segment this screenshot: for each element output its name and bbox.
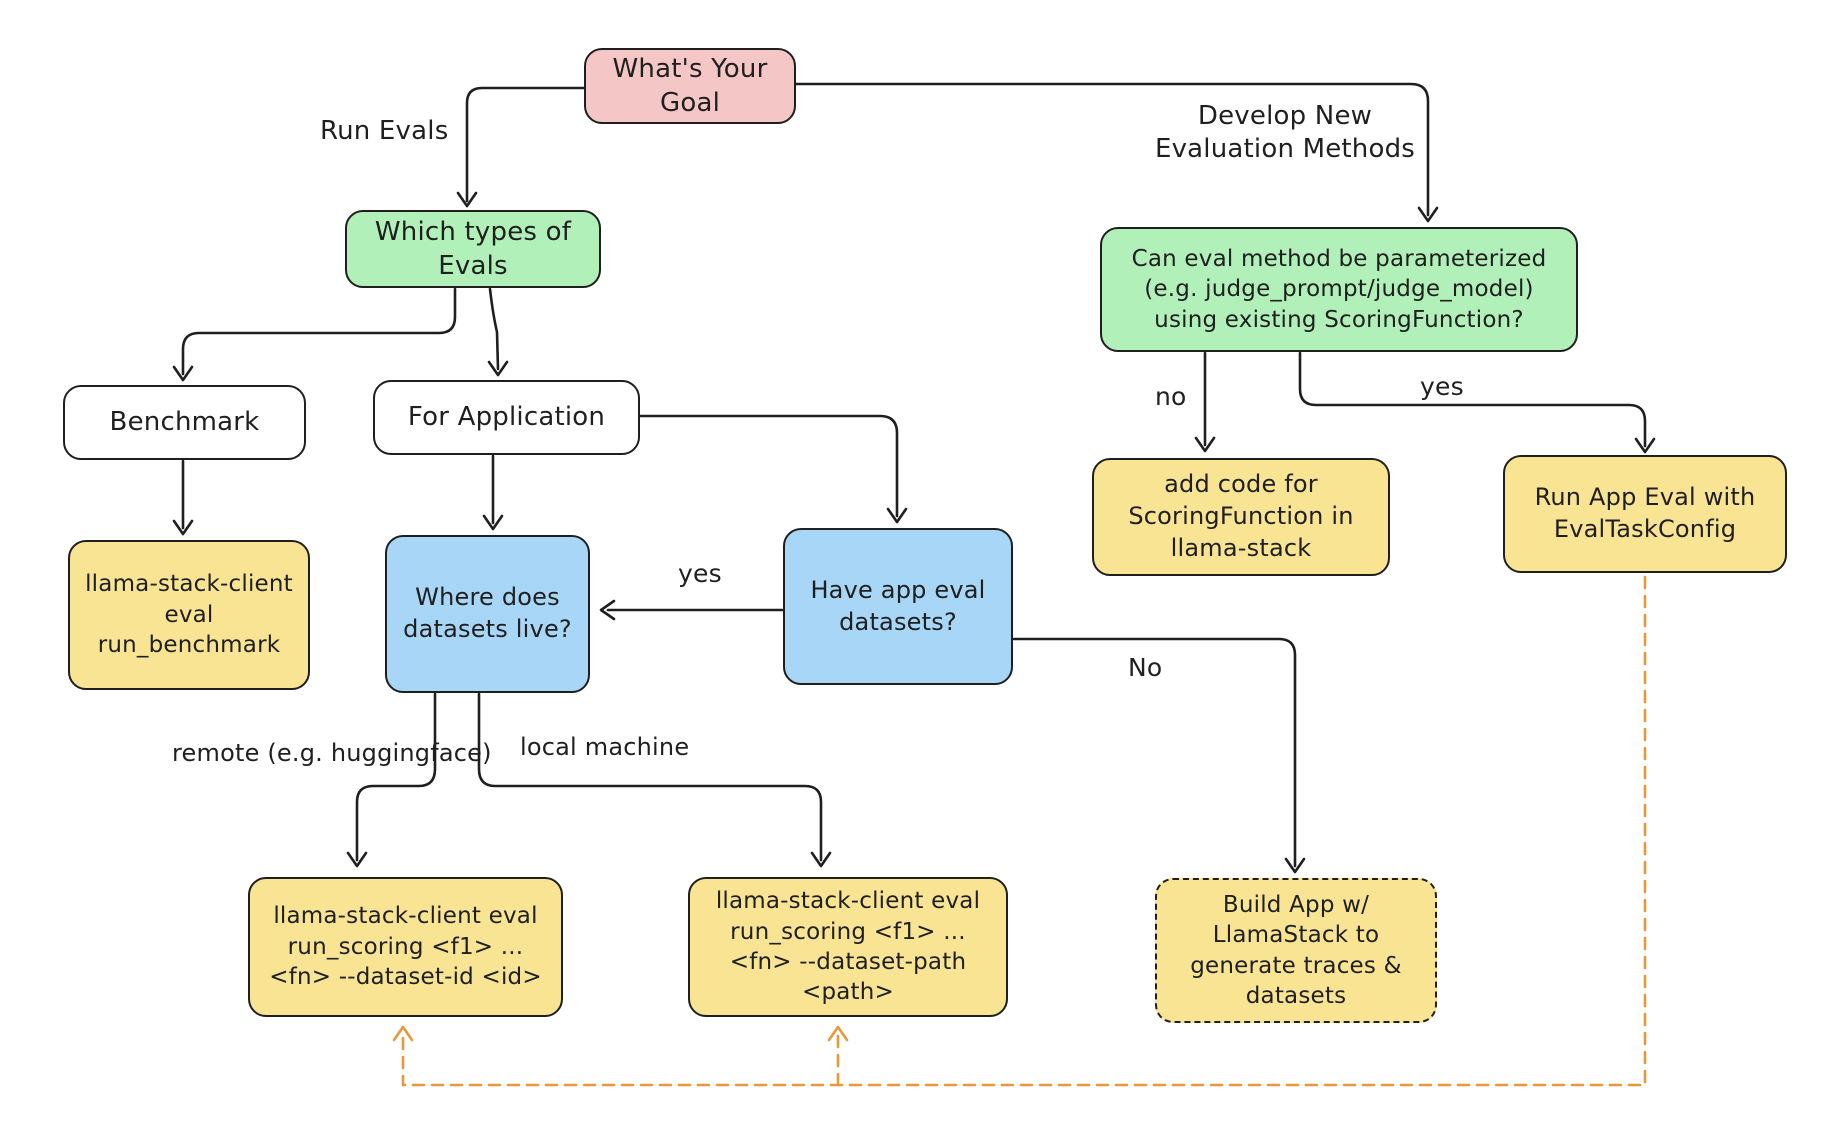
edge-which-types-to-for-application	[489, 289, 507, 375]
edge-goal-to-which-types	[458, 88, 584, 206]
edge-label-no-param: no	[1155, 382, 1187, 411]
edge-label-yes-param: yes	[1420, 372, 1464, 401]
edge-for-application-to-where-datasets	[484, 456, 502, 529]
node-run-app-eval: Run App Eval with EvalTaskConfig	[1503, 455, 1787, 573]
node-run-scoring-dataset-id: llama-stack-client eval run_scoring <f1> ... <fn> --dataset-id <id>	[248, 877, 563, 1017]
edge-can-param-to-run-app-eval	[1300, 353, 1654, 452]
edge-can-param-to-add-code	[1196, 353, 1214, 451]
node-where-datasets: Where does datasets live?	[385, 535, 590, 693]
edge-benchmark-to-run-benchmark	[174, 461, 192, 534]
node-goal: What's Your Goal	[584, 48, 796, 124]
node-benchmark: Benchmark	[63, 385, 306, 460]
node-build-app: Build App w/ LlamaStack to generate traces & datasets	[1155, 878, 1437, 1023]
edge-for-application-to-have-datasets	[640, 416, 906, 522]
node-which-types: Which types of Evals	[345, 210, 601, 288]
edge-label-local-machine: local machine	[520, 733, 690, 761]
edge-label-no-have-datasets: No	[1128, 653, 1163, 682]
node-run-benchmark: llama-stack-client eval run_benchmark	[68, 540, 310, 690]
edge-have-datasets-to-where-datasets	[601, 601, 782, 619]
edge-label-develop-new-evaluation-methods: Develop New Evaluation Methods	[1154, 101, 1416, 164]
edge-where-datasets-to-run-scoring-id	[348, 694, 435, 866]
edge-label-run-evals: Run Evals	[320, 116, 449, 146]
node-add-code: add code for ScoringFunction in llama-stack	[1092, 458, 1390, 576]
node-run-scoring-dataset-path: llama-stack-client eval run_scoring <f1> ... <fn> --dataset-path <path>	[688, 877, 1008, 1017]
node-for-application: For Application	[373, 380, 640, 455]
edge-where-datasets-to-run-scoring-path	[479, 694, 830, 866]
node-can-param: Can eval method be parameterized (e.g. judge_prompt/judge_model) using existing ScoringFunction?	[1100, 227, 1578, 352]
node-have-datasets: Have app eval datasets?	[783, 528, 1013, 685]
edge-label-yes-have-datasets: yes	[678, 559, 722, 588]
edge-which-types-to-benchmark	[174, 289, 455, 380]
edge-label-remote-huggingface: remote (e.g. huggingface)	[172, 739, 492, 767]
